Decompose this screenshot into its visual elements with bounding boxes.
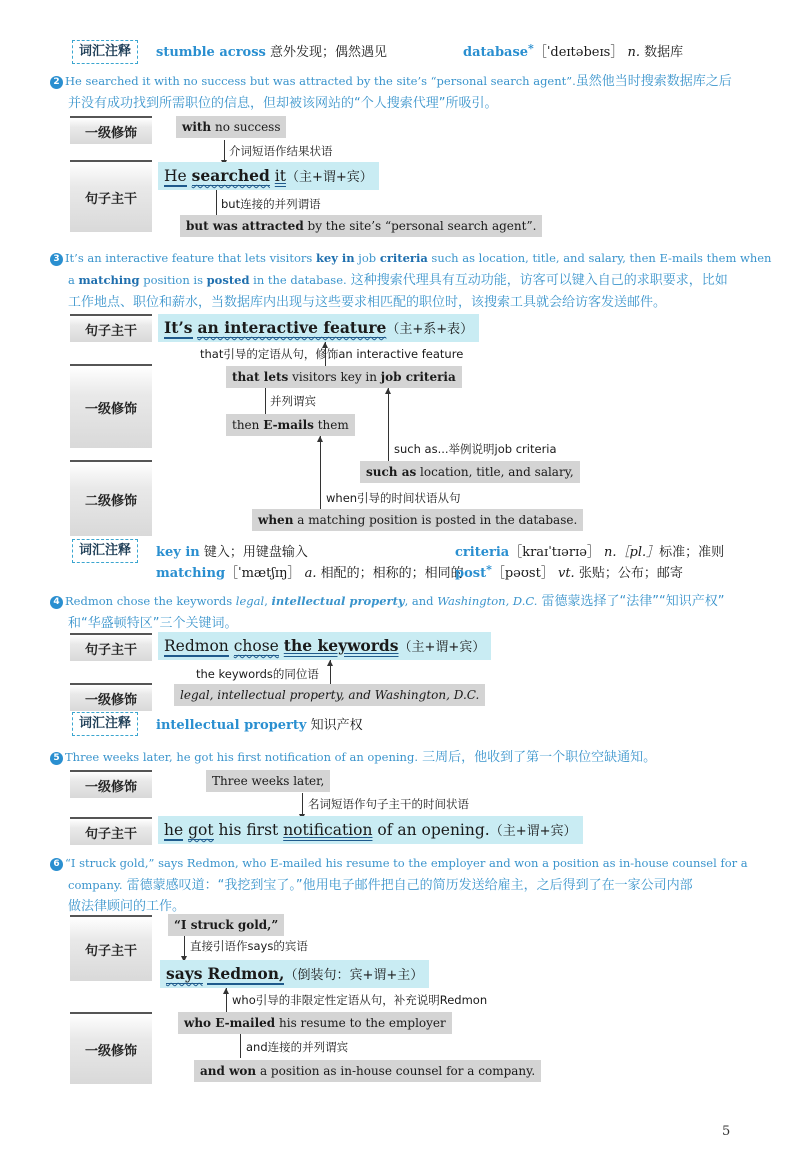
object: notification [283, 821, 373, 839]
grammar-note: that引导的定语从句，修饰an interactive feature [200, 347, 464, 361]
grammar-note: 并列谓宾 [270, 394, 316, 408]
page-number: 5 [722, 1124, 731, 1139]
structure-tag: （主+谓+宾） [285, 170, 373, 185]
level-label: 一级修饰 [70, 364, 152, 448]
sentence-text: 4 Redmon chose the keywords legal, intellectual property, and Washington, D.C. 雷德蒙选择了“法律”“知识产权” [50, 590, 724, 609]
level-label: 二级修饰 [70, 460, 152, 536]
sentence-zh: 和“华盛顿特区”三个关键词。 [68, 616, 238, 631]
arrow-up-icon [385, 388, 391, 394]
vocab-entry: criteria［kraɪˈtɪərɪə］ n.［pl.］标准；准则 [455, 545, 725, 560]
level-label: 一级修饰 [70, 770, 152, 798]
sentence-number: 5 [50, 752, 63, 765]
vocab-entry: post*［pəʊst］ vt. 张贴；公布；邮寄 [455, 563, 683, 581]
subject: he [164, 821, 184, 839]
object: it [274, 167, 286, 185]
structure-tag: （主+谓+宾） [489, 824, 577, 839]
sentence-zh: 虽然他当时搜索数据库之后 [575, 74, 732, 89]
level-label: 句子主干 [70, 633, 152, 661]
grammar-note: who引导的非限定性定语从句，补充说明Redmon [232, 993, 488, 1007]
main-clause-box [158, 314, 479, 342]
subject: It’s [164, 318, 193, 337]
sentence-number: 3 [50, 253, 63, 266]
connector-line [265, 388, 266, 414]
sentence-text: a matching position is posted in the database. 这种搜索代理具有互动功能，访客可以键入自己的求职要求，比如 [68, 273, 728, 288]
grammar-note: 介词短语作结果状语 [229, 144, 333, 158]
arrow-up-icon [317, 436, 323, 442]
main-clause-box [160, 960, 429, 988]
modifier-box: legal, intellectual property, and Washington, D.C. [174, 684, 485, 706]
level-label: 句子主干 [70, 915, 152, 981]
main-clause-box: he got his first notification of an opening.（主+谓+宾） [158, 816, 583, 844]
vocab-label: 词汇注释 [72, 712, 138, 736]
arrow-up-icon [327, 660, 333, 666]
connector-line [224, 140, 225, 162]
modifier-box: Three weeks later, [206, 770, 330, 792]
sentence-zh: 工作地点、职位和薪水，当数据库内出现与这些要求相匹配的职位时，该搜索工具就会给访客发送邮件。 [68, 295, 667, 310]
predicate: says [166, 964, 203, 983]
vocab-phonetic: ［ˈdeɪtəbeɪs］ [533, 45, 624, 60]
sentence-zh: 并没有成功找到所需职位的信息，但却被该网站的“个人搜索代理”所吸引。 [68, 96, 498, 111]
grammar-note: but连接的并列谓语 [221, 197, 321, 211]
sentence-number: 4 [50, 596, 63, 609]
sentence-text [50, 70, 732, 89]
level-label: 一级修饰 [70, 1012, 152, 1084]
grammar-note: and连接的并列谓宾 [246, 1040, 349, 1054]
vocab-term: database [463, 45, 529, 60]
level-label: 一级修饰 [70, 116, 152, 144]
modifier-box: “I struck gold,” [168, 914, 284, 936]
sentence-text: 3 It’s an interactive feature that lets visitors key in job criteria such as location, title, and salary, then E-mails them when [50, 247, 771, 266]
sentence-number: 6 [50, 858, 63, 871]
vocab-label: 词汇注释 [72, 539, 138, 563]
modifier-box: that lets visitors key in job criteria [226, 366, 462, 388]
vocab-entry: intellectual property 知识产权 [156, 718, 363, 733]
connector-line [240, 1034, 241, 1058]
subject: He [164, 167, 187, 185]
vocab-pos: n. [623, 45, 640, 60]
predicative: an interactive feature [197, 318, 387, 337]
level-label: 句子主干 [70, 160, 152, 232]
modifier-box: with no success [176, 116, 286, 138]
level-label: 句子主干 [70, 314, 152, 342]
arrow-up-icon [223, 988, 229, 994]
predicate: chose [233, 637, 279, 655]
sentence-en: He searched it with no success but was attracted by the site’s “personal search agent”. [65, 74, 576, 88]
vocab-entry [156, 41, 387, 60]
vocab-entry [463, 41, 683, 60]
modifier-box: and won a position as in-house counsel for a company. [194, 1060, 541, 1082]
modifier-box: such as location, title, and salary, [360, 461, 580, 483]
object: the keywords [283, 636, 399, 655]
vocab-term: stumble across [156, 45, 266, 60]
grammar-note: 直接引语作says的宾语 [190, 939, 308, 953]
modifier-box: when a matching position is posted in the database. [252, 509, 583, 531]
grammar-note: such as...举例说明job criteria [394, 442, 557, 456]
predicate: searched [191, 166, 270, 185]
predicate: got [188, 821, 214, 839]
subject: Redmon, [207, 964, 285, 983]
grammar-note: the keywords的同位语 [196, 667, 319, 681]
sentence-zh: 做法律顾问的工作。 [68, 899, 186, 914]
subject: Redmon [164, 637, 229, 655]
connector-line [216, 190, 217, 215]
level-label: 句子主干 [70, 817, 152, 845]
sentence-number: 2 [50, 76, 63, 89]
level-label: 一级修饰 [70, 683, 152, 711]
vocab-entry: key in 键入；用键盘输入 [156, 545, 308, 560]
sentence-text: 5 Three weeks later, he got his first notification of an opening. 三周后，他收到了第一个职位空缺通知。 [50, 746, 656, 765]
structure-tag: （主+谓+宾） [398, 640, 486, 655]
main-clause-box [158, 632, 491, 660]
structure-tag: （主+系+表） [386, 322, 474, 337]
connector-line [320, 436, 321, 510]
vocab-def: 数据库 [639, 45, 684, 60]
core-word-mark: * [528, 42, 534, 55]
vocab-label: 词汇注释 [72, 40, 138, 64]
main-clause-box [158, 162, 379, 190]
modifier-box: but was attracted by the site’s “personal search agent”. [180, 215, 542, 237]
sentence-text: 6 “I struck gold,” says Redmon, who E-mailed his resume to the employer and won a position as in-house counsel for a [50, 852, 748, 871]
vocab-def: 意外发现；偶然遇见 [265, 45, 387, 60]
modifier-box: who E-mailed his resume to the employer [178, 1012, 452, 1034]
modifier-box: then E-mails them [226, 414, 355, 436]
connector-line [388, 388, 389, 462]
grammar-note: when引导的时间状语从句 [326, 491, 461, 505]
sentence-text: company. 雷德蒙感叹道：“我挖到宝了。”他用电子邮件把自己的简历发送给雇主，之后得到了在一家公司内部 [68, 878, 693, 893]
vocab-entry: matching［ˈmætʃɪŋ］ a. 相配的；相称的；相同的 [156, 566, 464, 581]
structure-tag: （倒装句：宾+谓+主） [284, 968, 424, 983]
grammar-note: 名词短语作句子主干的时间状语 [308, 797, 469, 811]
